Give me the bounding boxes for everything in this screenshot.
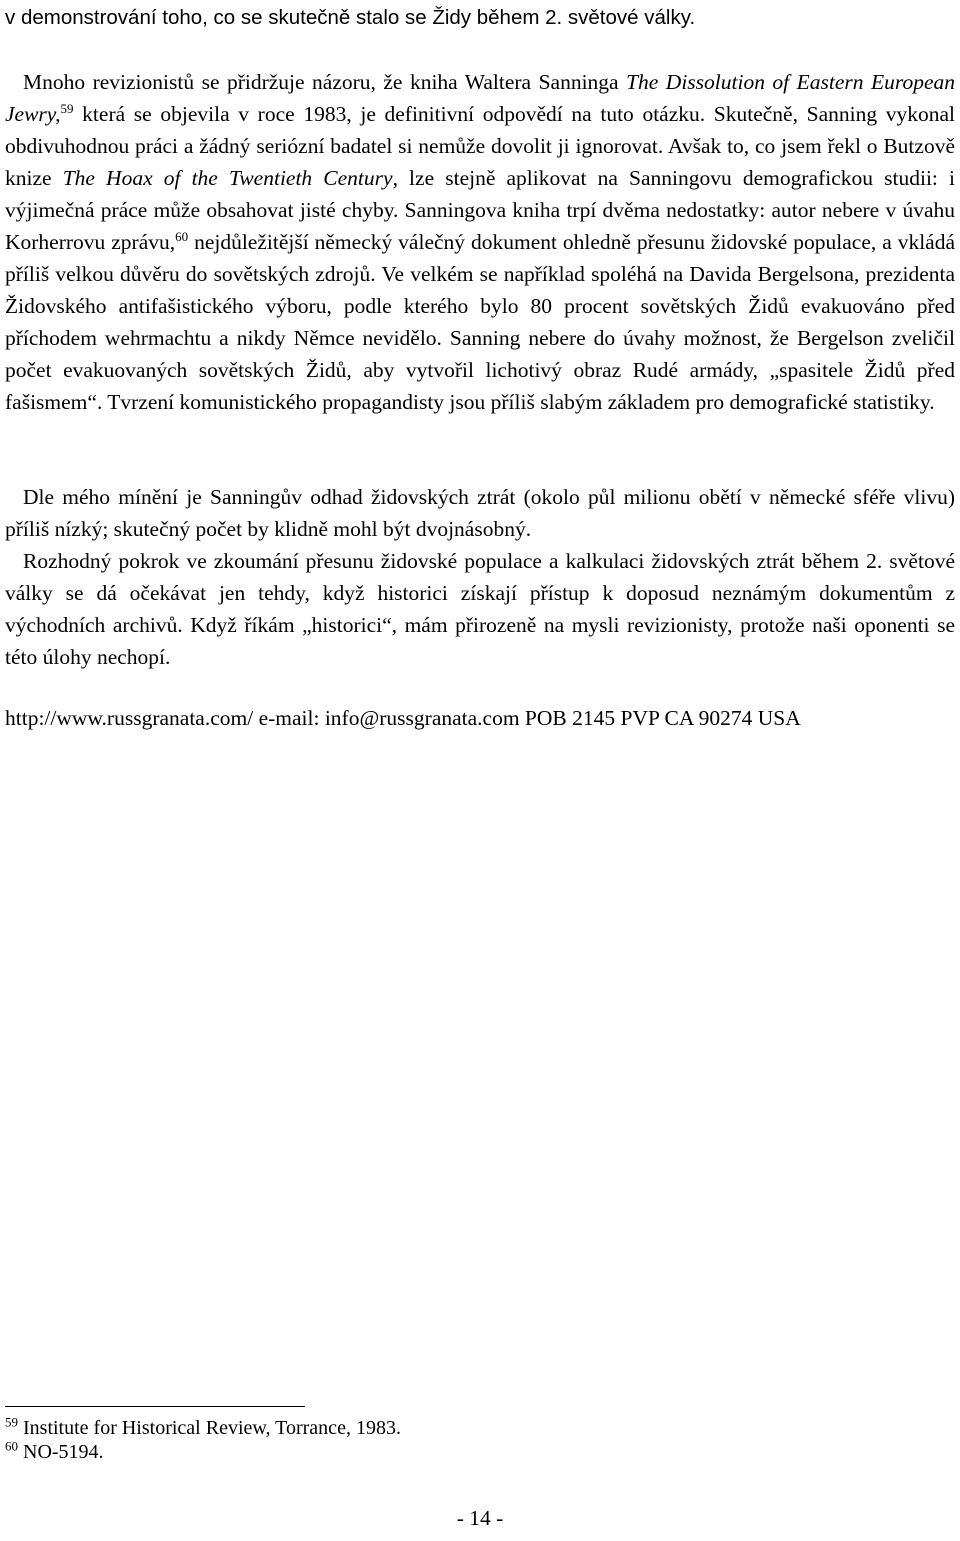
paragraph-2: Dle mého mínění je Sanningův odhad židovských ztrát (okolo půl milionu obětí v německé sféře vlivu) příliš nízký; skutečný počet by klidně mohl být dvojnásobný. <box>5 485 955 541</box>
text-segment: Avšak to, co jsem řekl o Butzově knize <box>5 134 955 190</box>
top-line: v demonstrování toho, co se skutečně stalo se Židy během 2. světové války. <box>5 6 696 29</box>
book-title: The Dissolution of Eastern European Jewry, <box>5 70 955 126</box>
paragraph-3: Rozhodný pokrok ve zkoumání přesunu židovské populace a kalkulaci židovských ztrát během 2. světové války se dá očekávat jen tehdy, když historici získají přístup k doposud neznámým dokumentům z východních archivů. Když říkám „historici“, mám přirozeně na mysli revizionisty, protože naši oponenti se této úlohy nechopí. <box>5 549 955 669</box>
text-segment: nejdůležitější německý válečný dokument ohledně přesunu židovské populace, a vkládá příliš velkou důvěru do sovětských zdrojů. <box>5 230 956 286</box>
footnote-59 <box>5 1416 401 1440</box>
footnote-separator <box>5 1406 305 1407</box>
footnote-ref-59: 59 <box>60 100 74 116</box>
footnote-text: NO-5194. <box>23 1441 104 1463</box>
text-segment: která se objevila v roce 1983, je definitivní odpovědí na tuto otázku. Skutečně, Sanning vykonal obdivuhodnou práci a žádný seriózní badatel si nemůže dovolit ji ignorovat. <box>5 102 955 158</box>
footnote-text: Institute for Historical Review, Torrance, 1983. <box>23 1417 401 1439</box>
text-segment: Mnoho revizionistů se přidržuje názoru, že kniha Waltera Sanninga <box>23 70 627 94</box>
text-segment: , lze stejně aplikovat na Sanningovu demografickou studii: i výjimečná práce může obsahovat jisté chyby. <box>5 166 955 222</box>
footnote-number: 60 <box>5 1438 18 1454</box>
footnote-ref-60: 60 <box>175 228 189 244</box>
footnote-number: 59 <box>5 1414 18 1430</box>
text-segment: Ve velkém se například spoléhá na Davida Bergelsona, prezidenta Židovského antifašistického výboru, podle kterého bylo 80 procent sovětských Židů evakuováno před příchodem wehrmachtu a nikdy Němce nevidělo. Sanning nebere do úvahy možnost, že Bergelson zveličil počet evakuovaných sovětských Židů, aby vytvořil lichotivý obraz Rudé armády, „spasitele Židů před fašismem“. Tvrzení komunistického propagandisty jsou příliš slabým základem pro demografické statistiky. <box>5 262 956 414</box>
text-segment: Sanningova kniha trpí dvěma nedostatky: autor nebere v úvahu Korherrovu zprávu, <box>5 198 955 254</box>
paragraph-1 <box>5 66 955 418</box>
page-number: - 14 - <box>456 1506 504 1530</box>
contact-line: http://www.russgranata.com/ e-mail: info@russgranata.com POB 2145 PVP CA 90274 USA <box>5 706 801 730</box>
book-title: The Hoax of the Twentieth Century <box>62 166 393 190</box>
footnote-60 <box>5 1440 104 1464</box>
